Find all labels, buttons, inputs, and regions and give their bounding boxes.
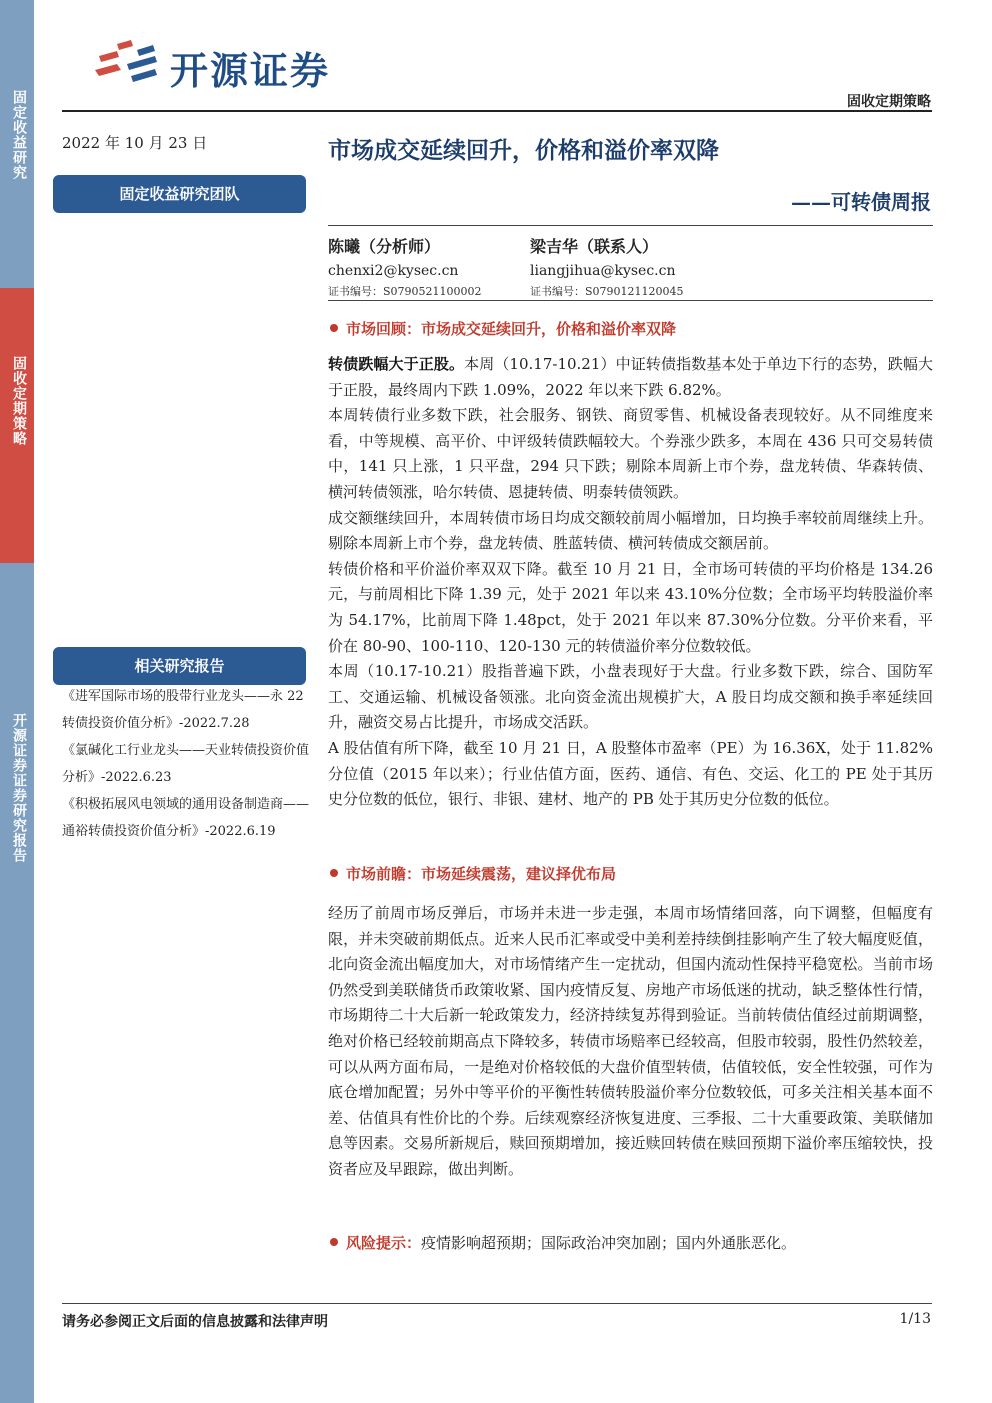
analyst-email[interactable]: chenxi2@kysec.cn <box>328 263 459 279</box>
analyst-cert: 证书编号：S0790521100002 <box>328 285 482 298</box>
section-heading-market-review: 市场回顾：市场成交延续回升，价格和溢价率双降 <box>330 318 676 339</box>
related-report-item[interactable]: 《积极拓展风电领域的通用设备制造商——通裕转债投资价值分析》-2022.6.19 <box>62 797 310 839</box>
paragraph: 本周转债行业多数下跌，社会服务、钢铁、商贸零售、机械设备表现较好。从不同维度来看，中等规模、高平价、中评级转债跌幅较大。个券涨少跌多，本周在 436 只可交易转债中，141 只上涨，1 只平盘，294 只下跌；剔除本周新上市个券，盘龙转债、华森转债、横河转债领涨，哈尔转债、恩捷转债、明泰转债领跌。 <box>328 406 933 501</box>
related-reports-label-box: 相关研究报告 <box>53 647 306 685</box>
related-report-item[interactable]: 《进军国际市场的股带行业龙头——永 22 转债投资价值分析》-2022.7.28 <box>62 689 304 731</box>
paragraph: 转债价格和平价溢价率双双下降。截至 10 月 21 日，全市场可转债的平均价格是 134.26 元，与前周相比下降 1.39 元，处于 2021 年以来 43.10%分位数；全市场平均转股溢价率为 54.17%，比前周下降 1.48pct，处于 2021 年以来 87.30%分位数。分平价来看，平价在 80-90、100-110、120-130 元的转债溢价率分位数较低。 <box>328 559 933 655</box>
related-reports-list <box>62 683 310 845</box>
paragraph: 经历了前周市场反弹后，市场并未进一步走强，本周市场情绪回落，向下调整，但幅度有限，并未突破前期低点。近来人民币汇率或受中美利差持续倒挂影响产生了较大幅度贬值，北向资金流出幅度加大，对市场情绪产生一定扰动，但国内流动性保持平稳宽松。当前市场仍然受到美联储货币政策收紧、国内疫情反复、房地产市场低迷的扰动，缺乏整体性行情，市场期待二十大后新一轮政策发力，经济持续复苏得到验证。当前转债估值经过前期调整，绝对价格已经较前期高点下降较多，转债市场赔率已经较高，但股市较弱，股性仍然较差，可以从两方面布局，一是绝对价格较低的大盘价值型转债，估值较低，安全性较强，可作为底仓增加配置；另外中等平价的平衡性转债转股溢价率分位数较低，可多关注相关基本面不差、估值具有性价比的个券。后续观察经济恢复进度、三季报、二十大重要政策、美联储加息等因素。交易所新规后，赎回预期增加，接近赎回转债在赎回预期下溢价率压缩较快，投资者应及早跟踪，做出判断。 <box>328 904 933 1178</box>
section-heading-market-outlook: 市场前瞻：市场延续震荡，建议择优布局 <box>330 863 616 884</box>
analyst-name: 梁吉华（联系人） <box>530 237 659 256</box>
market-outlook-body <box>328 901 933 1183</box>
side-strip-bottom <box>0 563 34 1403</box>
report-title: 市场成交延续回升，价格和溢价率双降 <box>328 137 719 164</box>
side-label-fixed-income: 固定收益研究 <box>11 90 27 180</box>
company-logo-text: 开源证券 <box>170 49 331 93</box>
paragraph: 转债跌幅大于正股。本周（10.17-10.21）中证转债指数基本处于单边下行的态势，跌幅大于正股，最终周内下跌 1.09%，2022 年以来下跌 6.82%。 <box>328 355 933 399</box>
analyst-divider <box>328 300 933 301</box>
related-report-item[interactable]: 《氯碱化工行业龙头——天业转债投资价值分析》-2022.6.23 <box>62 743 310 785</box>
page-number: 1/13 <box>899 1311 931 1327</box>
paragraph: 成交额继续回升，本周转债市场日均成交额较前周小幅增加，日均换手率较前周继续上升。剔除本周新上市个券，盘龙转债、胜蓝转债、横河转债成交额居前。 <box>328 508 933 553</box>
footer-divider <box>62 1303 932 1304</box>
paragraph: 本周（10.17-10.21）股指普遍下跌，小盘表现好于大盘。行业多数下跌，综合、国防军工、交通运输、机械设备领涨。北向资金流出规模扩大，A 股日均成交额和换手率延续回升，融资交易占比提升，市场成交活跃。 <box>328 662 933 732</box>
analyst-cert: 证书编号：S0790121120045 <box>530 285 684 298</box>
market-review-body <box>328 352 933 813</box>
report-subtitle: ——可转债周报 <box>791 190 931 214</box>
header-divider <box>62 110 932 112</box>
bullet-dot-icon <box>330 1238 338 1246</box>
report-date: 2022 年 10 月 23 日 <box>62 134 208 152</box>
paragraph: A 股估值有所下降，截至 10 月 21 日，A 股整体市盈率（PE）为 16.36X，处于 11.82%分位值（2015 年以来）；行业估值方面，医药、通信、有色、交运、化工的 PE 处于其历史分位数的低位，银行、非银、建材、地产的 PB 处于其历史分位数的低位。 <box>328 738 933 809</box>
side-strip-middle <box>0 288 34 563</box>
side-label-strategy: 固收定期策略 <box>11 356 27 446</box>
report-category-tag: 固收定期策略 <box>847 94 931 110</box>
side-strip-top <box>0 0 34 288</box>
analyst-card <box>530 234 684 299</box>
lead-sentence: 转债跌幅大于正股。 <box>328 355 465 373</box>
title-divider <box>328 225 933 226</box>
risk-label: 风险提示： <box>346 1234 422 1252</box>
risk-notice <box>330 1232 796 1253</box>
analyst-name: 陈曦（分析师） <box>328 237 441 256</box>
team-label-box: 固定收益研究团队 <box>53 175 306 213</box>
side-label-research-report: 开源证券证券研究报告 <box>11 713 27 863</box>
bullet-dot-icon <box>330 869 338 877</box>
bullet-dot-icon <box>330 324 338 332</box>
analyst-email[interactable]: liangjihua@kysec.cn <box>530 263 676 279</box>
analyst-card <box>328 234 482 299</box>
footer-disclaimer: 请务必参阅正文后面的信息披露和法律声明 <box>62 1314 328 1330</box>
risk-text: 疫情影响超预期；国际政治冲突加剧；国内外通胀恶化。 <box>421 1234 797 1252</box>
